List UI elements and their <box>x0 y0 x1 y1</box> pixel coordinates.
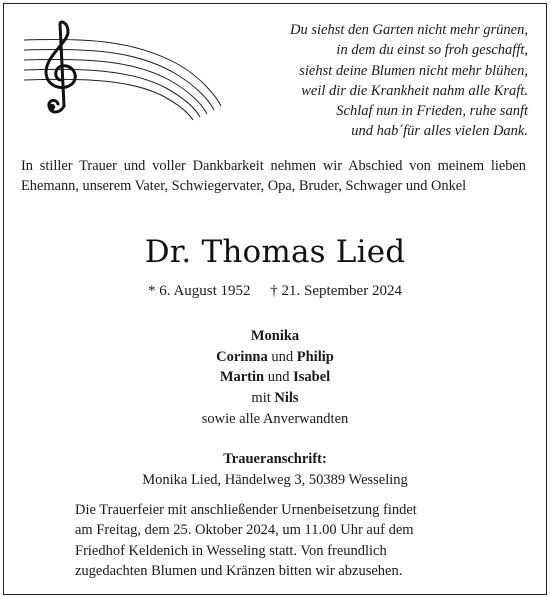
notice-line: Die Trauerfeier mit anschließender Urnenbeisetzung findet <box>75 502 417 518</box>
poem-line: weil dir die Krankheit nahm alle Kraft. <box>301 82 528 99</box>
treble-clef-staff-icon <box>16 18 226 128</box>
poem-line: Schlaf nun in Frieden, ruhe sanft <box>336 103 528 120</box>
poem-line: und hab´für alles vielen Dank. <box>351 123 528 140</box>
funeral-notice <box>75 500 485 581</box>
family-member: Corinna <box>216 348 268 365</box>
address-value: Monika Lied, Händelweg 3, 50389 Wesseling <box>142 472 408 488</box>
family-member: Isabel <box>293 369 331 386</box>
conjunction: mit <box>251 390 271 407</box>
birth-date: * 6. August 1952 <box>148 283 251 299</box>
family-line: sowie alle Anverwandten <box>201 410 349 427</box>
family-line <box>0 388 550 409</box>
family-member: Nils <box>274 390 299 407</box>
family-member: Philip <box>296 348 334 365</box>
poem <box>228 20 528 142</box>
family-member: Martin <box>219 369 265 386</box>
deceased-name: Dr. Thomas Lied <box>144 234 406 270</box>
mourning-address <box>0 449 550 491</box>
intro-text: In stiller Trauer und voller Dankbarkeit nehmen wir Abschied von meinem lieben Ehemann, unserem Vater, Schwiegervater, Opa, Bruder, Schwager und Onkel <box>21 158 526 194</box>
poem-line: in dem du einst so froh geschafft, <box>336 42 528 59</box>
family-line <box>0 367 550 388</box>
notice-line: Friedhof Keldenich in Wesseling statt. Von freundlich <box>75 542 387 559</box>
life-dates <box>0 283 550 300</box>
death-date: † 21. September 2024 <box>270 283 402 299</box>
family-list <box>0 326 550 430</box>
family-line <box>0 347 550 368</box>
conjunction: und <box>267 369 290 386</box>
poem-line: Du siehst den Garten nicht mehr grünen, <box>289 22 528 38</box>
notice-line: zugedachten Blumen und Kränzen bitten wir abzusehen. <box>75 562 403 579</box>
family-line <box>0 326 550 347</box>
family-member: Monika <box>250 328 300 344</box>
notice-line: am Freitag, dem 25. Oktober 2024, um 11.00 Uhr auf dem <box>75 522 414 539</box>
conjunction: und <box>271 348 294 365</box>
poem-line: siehst deine Blumen nicht mehr blühen, <box>299 62 528 79</box>
address-label: Traueranschrift: <box>223 451 327 467</box>
